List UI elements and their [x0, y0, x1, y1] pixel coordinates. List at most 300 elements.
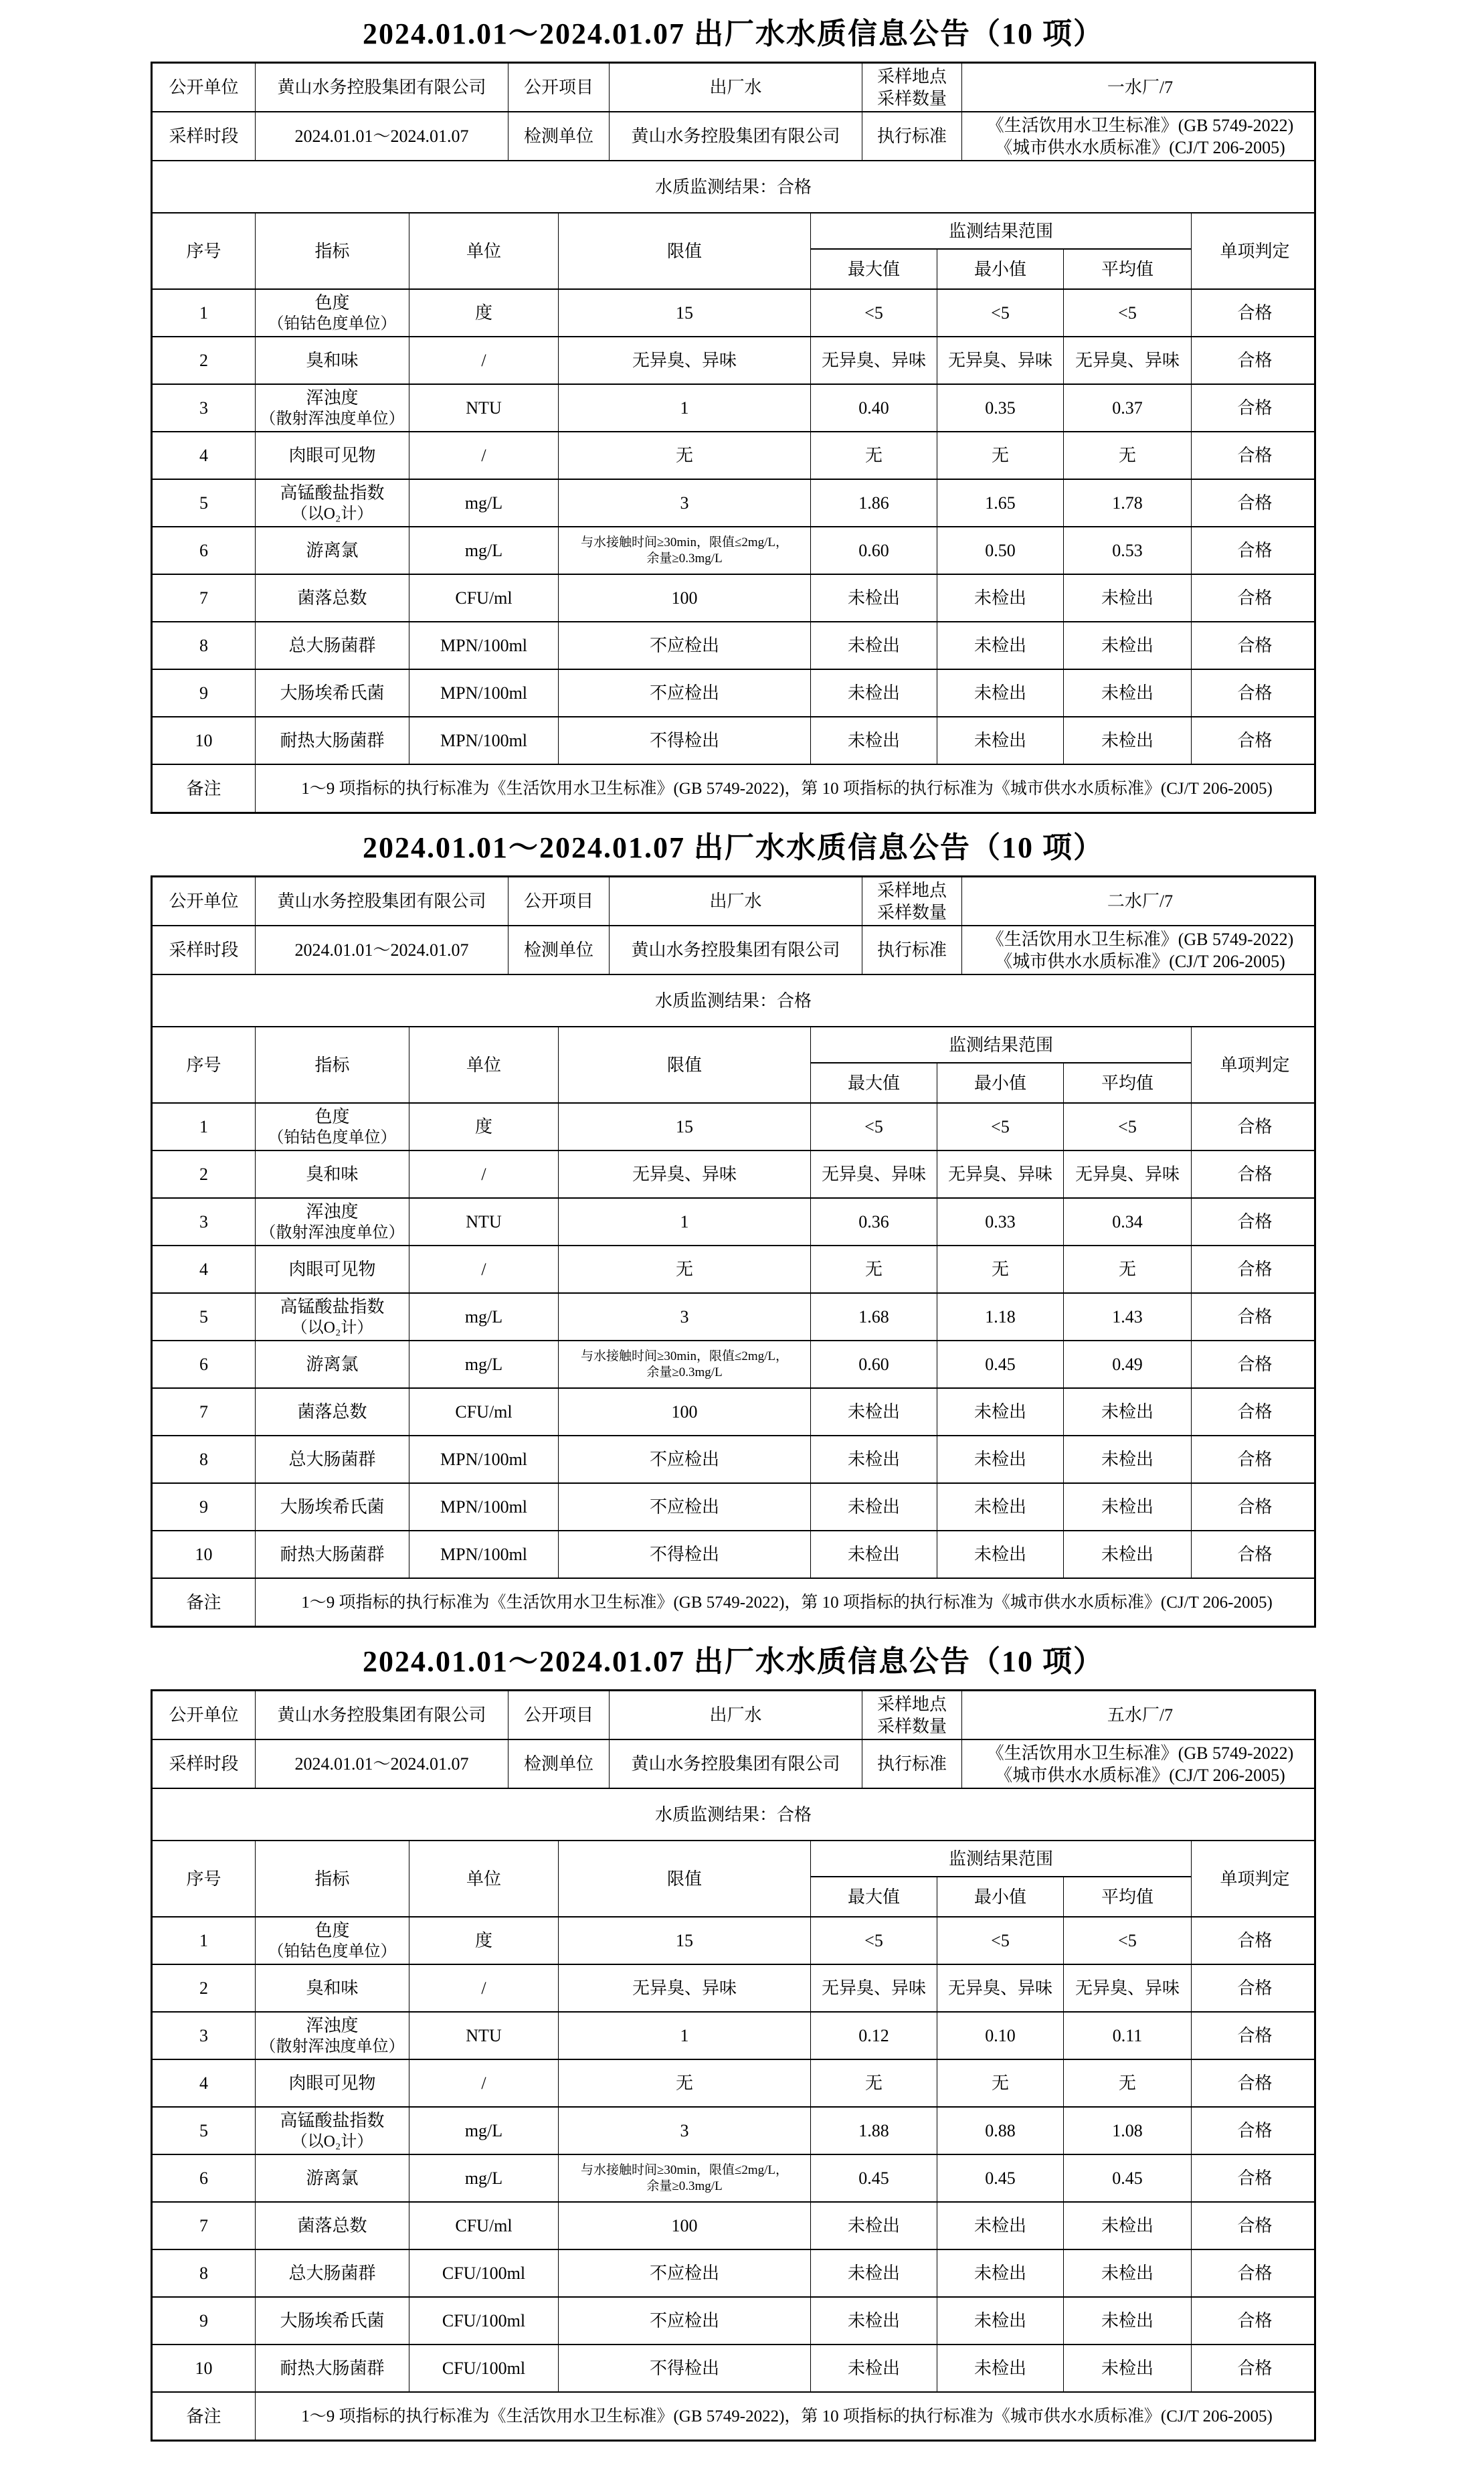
cell-max: 0.45	[810, 2155, 937, 2201]
cell-verdict: 合格	[1191, 1531, 1318, 1578]
cell-unit: mg/L	[409, 2155, 558, 2201]
cell-limit-line: 3	[680, 2121, 689, 2140]
cell-verdict: 合格	[1191, 385, 1318, 431]
cell-limit	[558, 622, 810, 669]
cell-verdict: 合格	[1191, 1918, 1318, 1964]
cell-verdict: 合格	[1191, 2013, 1318, 2059]
table-row	[153, 575, 1314, 622]
remark-text: 1～9 项指标的执行标准为《生活饮用水卫生标准》(GB 5749-2022)，第 10 项指标的执行标准为《城市供水水质标准》(CJ/T 206-2005)	[255, 1579, 1318, 1626]
table-row	[153, 1341, 1314, 1389]
standard-value	[961, 1740, 1318, 1788]
cell-min: <5	[937, 290, 1063, 336]
water-quality-table	[151, 875, 1316, 1628]
cell-min: 无异臭、异味	[937, 337, 1063, 384]
standard-value	[961, 926, 1318, 974]
cell-indicator	[255, 2203, 409, 2249]
cell-unit: /	[409, 432, 558, 479]
sampling-label-line: 采样地点	[876, 880, 947, 900]
cell-indicator	[255, 1246, 409, 1292]
col-header-max: 最大值	[810, 1876, 937, 1916]
public-item-value: 出厂水	[609, 877, 862, 925]
cell-indicator-line: （散射浑浊度单位）	[260, 1224, 405, 1242]
standard-label: 执行标准	[862, 1740, 961, 1788]
col-header-range-group: 监测结果范围	[810, 1841, 1191, 1876]
cell-indicator-line: 臭和味	[306, 1165, 359, 1184]
cell-avg: 0.49	[1063, 1341, 1191, 1387]
cell-limit-line: 与水接触时间≥30min，限值≤2mg/L，	[580, 535, 789, 549]
cell-unit: CFU/ml	[409, 2203, 558, 2249]
cell-max: 0.36	[810, 1199, 937, 1245]
cell-max: 未检出	[810, 2298, 937, 2344]
public-item-value: 出厂水	[609, 64, 862, 111]
sampling-label	[862, 1691, 961, 1739]
cell-min: 未检出	[937, 622, 1063, 669]
cell-unit: NTU	[409, 2013, 558, 2059]
cell-limit-line: 无异臭、异味	[632, 1165, 737, 1184]
cell-seq: 6	[199, 541, 208, 560]
cell-seq: 4	[199, 1260, 208, 1279]
cell-seq: 6	[199, 1355, 208, 1374]
water-quality-table	[151, 1689, 1316, 2442]
cell-min: 未检出	[937, 2250, 1063, 2296]
report-section	[151, 0, 1316, 814]
cell-indicator-line: 大肠埃希氏菌	[280, 2311, 385, 2330]
cell-verdict: 合格	[1191, 2203, 1318, 2249]
table-row	[153, 717, 1314, 765]
table-row	[153, 670, 1314, 717]
remark-text: 1～9 项指标的执行标准为《生活饮用水卫生标准》(GB 5749-2022)，第 10 项指标的执行标准为《城市供水水质标准》(CJ/T 206-2005)	[255, 765, 1318, 812]
cell-seq: 6	[199, 2168, 208, 2188]
cell-indicator-line: 总大肠菌群	[288, 636, 376, 655]
cell-unit: NTU	[409, 385, 558, 431]
table-row	[153, 290, 1314, 337]
cell-indicator	[255, 2013, 409, 2059]
public-item-label: 公开项目	[508, 1691, 609, 1739]
cell-max: 0.60	[810, 527, 937, 574]
cell-limit-line: 与水接触时间≥30min，限值≤2mg/L，	[580, 2162, 789, 2177]
cell-verdict: 合格	[1191, 1104, 1318, 1150]
cell-limit	[558, 2013, 810, 2059]
col-header-limit: 限值	[558, 1027, 810, 1102]
sampling-label-line: 采样地点	[876, 1694, 947, 1714]
cell-seq: 5	[199, 1307, 208, 1327]
cell-seq: 10	[195, 1545, 213, 1564]
table-row	[153, 432, 1314, 480]
table-row	[153, 622, 1314, 670]
cell-seq: 7	[199, 2216, 208, 2235]
cell-limit	[558, 432, 810, 479]
cell-max: 未检出	[810, 1389, 937, 1435]
cell-indicator-line: 浑浊度	[306, 388, 359, 408]
table-header-row	[153, 1027, 1314, 1104]
table-row	[153, 1104, 1314, 1151]
cell-max: 0.12	[810, 2013, 937, 2059]
cell-limit-line: 15	[676, 303, 693, 323]
cell-verdict: 合格	[1191, 622, 1318, 669]
cell-indicator	[255, 2345, 409, 2391]
cell-limit	[558, 527, 810, 574]
cell-avg: 未检出	[1063, 2345, 1191, 2391]
cell-limit	[558, 670, 810, 716]
col-header-indicator: 指标	[255, 214, 409, 288]
cell-unit: /	[409, 1965, 558, 2011]
cell-verdict: 合格	[1191, 2108, 1318, 2154]
cell-min: 0.50	[937, 527, 1063, 574]
cell-limit	[558, 1151, 810, 1197]
cell-min: 0.33	[937, 1199, 1063, 1245]
col-header-unit: 单位	[409, 214, 558, 288]
cell-indicator	[255, 1389, 409, 1435]
cell-avg: 0.37	[1063, 385, 1191, 431]
cell-indicator-line: 肉眼可见物	[288, 2073, 376, 2093]
cell-indicator-line: 菌落总数	[297, 588, 367, 608]
cell-unit: 度	[409, 1918, 558, 1964]
cell-avg: 0.45	[1063, 2155, 1191, 2201]
cell-unit: CFU/ml	[409, 1389, 558, 1435]
sampling-label-line: 采样地点	[876, 66, 947, 86]
cell-avg: 1.43	[1063, 1294, 1191, 1340]
cell-indicator-line: 耐热大肠菌群	[280, 2359, 385, 2378]
col-header-avg: 平均值	[1063, 248, 1191, 288]
standard-value-line: 《生活饮用水卫生标准》(GB 5749-2022)	[986, 115, 1294, 135]
cell-unit: mg/L	[409, 480, 558, 526]
cell-avg: 未检出	[1063, 1436, 1191, 1482]
col-header-max: 最大值	[810, 248, 937, 288]
cell-limit	[558, 717, 810, 764]
public-unit-value: 黄山水务控股集团有限公司	[255, 64, 508, 111]
table-row	[153, 1389, 1314, 1436]
public-item-label: 公开项目	[508, 64, 609, 111]
sampling-label-line: 采样数量	[876, 88, 947, 108]
cell-min: 1.18	[937, 1294, 1063, 1340]
table-row	[153, 2203, 1314, 2250]
cell-min: 1.65	[937, 480, 1063, 526]
report-title: 2024.01.01～2024.01.07 出厂水水质信息公告（10 项）	[363, 831, 1104, 864]
table-row	[153, 1199, 1314, 1246]
cell-min: <5	[937, 1918, 1063, 1964]
cell-indicator	[255, 1341, 409, 1387]
cell-avg: 未检出	[1063, 622, 1191, 669]
cell-verdict: 合格	[1191, 2155, 1318, 2201]
cell-max: 无异臭、异味	[810, 337, 937, 384]
cell-verdict: 合格	[1191, 575, 1318, 621]
cell-min: 0.88	[937, 2108, 1063, 2154]
cell-min: 0.45	[937, 1341, 1063, 1387]
cell-limit-line: 不应检出	[649, 2311, 719, 2330]
table-row	[153, 1965, 1314, 2013]
remark-row	[153, 2393, 1314, 2440]
cell-limit-line: 无异臭、异味	[632, 351, 737, 370]
cell-limit	[558, 2298, 810, 2344]
cell-verdict: 合格	[1191, 1389, 1318, 1435]
cell-min: 0.35	[937, 385, 1063, 431]
sampling-label-line: 采样数量	[876, 1716, 947, 1736]
table-row	[153, 1484, 1314, 1531]
period-value: 2024.01.01～2024.01.07	[255, 112, 508, 160]
cell-limit-line: 3	[680, 1307, 689, 1327]
cell-verdict: 合格	[1191, 1484, 1318, 1530]
cell-max: 1.68	[810, 1294, 937, 1340]
cell-indicator-line: 大肠埃希氏菌	[280, 1497, 385, 1517]
cell-unit: /	[409, 2060, 558, 2106]
cell-seq: 3	[199, 1212, 208, 1231]
cell-seq: 5	[199, 493, 208, 513]
col-header-seq: 序号	[186, 1055, 221, 1075]
cell-indicator-line: 游离氯	[306, 2168, 359, 2188]
cell-max: 1.86	[810, 480, 937, 526]
cell-max: 未检出	[810, 575, 937, 621]
cell-seq: 1	[199, 1117, 208, 1136]
cell-limit-line: 余量≥0.3mg/L	[646, 2179, 723, 2193]
col-header-indicator: 指标	[255, 1027, 409, 1102]
cell-limit	[558, 385, 810, 431]
cell-limit	[558, 337, 810, 384]
col-header-min: 最小值	[937, 248, 1063, 288]
cell-min: 未检出	[937, 717, 1063, 764]
cell-verdict: 合格	[1191, 2250, 1318, 2296]
public-unit-label: 公开单位	[169, 891, 239, 911]
cell-limit	[558, 2250, 810, 2296]
cell-limit-line: 不应检出	[649, 636, 719, 655]
result-text: 水质监测结果：合格	[654, 177, 812, 197]
cell-avg: 1.78	[1063, 480, 1191, 526]
cell-min: 未检出	[937, 2298, 1063, 2344]
sampling-label-line: 采样数量	[876, 902, 947, 922]
cell-avg: 0.34	[1063, 1199, 1191, 1245]
cell-indicator	[255, 2108, 409, 2154]
cell-indicator-line: 浑浊度	[306, 2016, 359, 2035]
cell-limit	[558, 1341, 810, 1387]
table-row	[153, 1294, 1314, 1341]
public-unit-value: 黄山水务控股集团有限公司	[255, 877, 508, 925]
cell-limit	[558, 2345, 810, 2391]
cell-limit-line: 余量≥0.3mg/L	[646, 551, 723, 566]
cell-indicator-line: （散射浑浊度单位）	[260, 410, 405, 428]
cell-limit	[558, 575, 810, 621]
cell-indicator	[255, 1151, 409, 1197]
cell-avg: 无异臭、异味	[1063, 1965, 1191, 2011]
cell-seq: 9	[199, 683, 208, 703]
cell-limit-line: 1	[680, 2026, 689, 2045]
cell-indicator	[255, 290, 409, 336]
sampling-value: 五水厂/7	[961, 1691, 1318, 1739]
standard-value-line: 《生活饮用水卫生标准》(GB 5749-2022)	[986, 929, 1294, 949]
period-label: 采样时段	[169, 126, 239, 146]
cell-min: 未检出	[937, 1389, 1063, 1435]
col-header-indicator: 指标	[255, 1841, 409, 1916]
table-row	[153, 1436, 1314, 1484]
cell-seq: 3	[199, 398, 208, 418]
cell-indicator-line: 臭和味	[306, 351, 359, 370]
cell-min: 无异臭、异味	[937, 1965, 1063, 2011]
cell-max: 未检出	[810, 717, 937, 764]
cell-limit-line: 无	[675, 1260, 693, 1279]
cell-seq: 4	[199, 446, 208, 465]
cell-min: 无异臭、异味	[937, 1151, 1063, 1197]
result-text: 水质监测结果：合格	[654, 991, 812, 1011]
cell-avg: 未检出	[1063, 717, 1191, 764]
cell-min: 0.10	[937, 2013, 1063, 2059]
cell-limit-line: 无	[675, 2073, 693, 2093]
cell-min: 未检出	[937, 670, 1063, 716]
cell-verdict: 合格	[1191, 1965, 1318, 2011]
cell-limit	[558, 1484, 810, 1530]
cell-limit	[558, 480, 810, 526]
cell-indicator	[255, 2298, 409, 2344]
cell-indicator-line: 总大肠菌群	[288, 1450, 376, 1469]
cell-indicator	[255, 1531, 409, 1578]
cell-seq: 3	[199, 2026, 208, 2045]
remark-label: 备注	[186, 1592, 221, 1612]
cell-limit-line: 100	[671, 588, 698, 608]
cell-indicator-line: （铂钴色度单位）	[268, 315, 397, 333]
cell-indicator-line: 菌落总数	[297, 1402, 367, 1422]
cell-indicator	[255, 1965, 409, 2011]
sampling-label	[862, 64, 961, 111]
test-unit-label: 检测单位	[508, 112, 609, 160]
cell-max: 无	[810, 2060, 937, 2106]
cell-avg: 未检出	[1063, 1531, 1191, 1578]
cell-verdict: 合格	[1191, 480, 1318, 526]
cell-verdict: 合格	[1191, 290, 1318, 336]
report-section	[151, 1628, 1316, 2442]
cell-indicator	[255, 1199, 409, 1245]
cell-seq: 5	[199, 2121, 208, 2140]
cell-avg: 无	[1063, 432, 1191, 479]
remark-label: 备注	[186, 2406, 221, 2426]
cell-indicator-line: （散射浑浊度单位）	[260, 2038, 405, 2055]
cell-max: <5	[810, 1104, 937, 1150]
cell-indicator-line: （铂钴色度单位）	[268, 1943, 397, 1960]
cell-seq: 8	[199, 2264, 208, 2283]
period-value: 2024.01.01～2024.01.07	[255, 1740, 508, 1788]
sampling-value: 二水厂/7	[961, 877, 1318, 925]
info-row	[153, 1691, 1314, 1740]
cell-indicator	[255, 717, 409, 764]
info-row	[153, 112, 1314, 161]
cell-limit-line: 1	[680, 398, 689, 418]
remark-label: 备注	[186, 778, 221, 798]
cell-limit-line: 15	[676, 1931, 693, 1950]
cell-avg: 无异臭、异味	[1063, 337, 1191, 384]
sampling-label	[862, 877, 961, 925]
cell-max: 未检出	[810, 1436, 937, 1482]
cell-limit	[558, 2108, 810, 2154]
cell-unit: 度	[409, 1104, 558, 1150]
table-row	[153, 2013, 1314, 2060]
cell-avg: 未检出	[1063, 670, 1191, 716]
table-row	[153, 527, 1314, 575]
cell-avg: 0.53	[1063, 527, 1191, 574]
cell-max: <5	[810, 290, 937, 336]
cell-avg: 未检出	[1063, 1484, 1191, 1530]
cell-verdict: 合格	[1191, 2298, 1318, 2344]
cell-min: 无	[937, 432, 1063, 479]
cell-limit	[558, 2060, 810, 2106]
cell-seq: 9	[199, 1497, 208, 1517]
cell-seq: 1	[199, 303, 208, 323]
cell-verdict: 合格	[1191, 1341, 1318, 1387]
cell-seq: 8	[199, 1450, 208, 1469]
standard-value	[961, 112, 1318, 160]
cell-limit-line: 100	[671, 2216, 698, 2235]
cell-indicator-line: 色度	[314, 1921, 350, 1940]
cell-verdict: 合格	[1191, 2060, 1318, 2106]
test-unit-label: 检测单位	[508, 926, 609, 974]
cell-indicator-line: 耐热大肠菌群	[280, 1545, 385, 1564]
cell-limit-line: 100	[671, 1402, 698, 1422]
cell-indicator-line: 菌落总数	[297, 2216, 367, 2235]
cell-min: 未检出	[937, 1531, 1063, 1578]
cell-min: 未检出	[937, 1436, 1063, 1482]
remark-row	[153, 765, 1314, 812]
cell-indicator-line: （以O₂计）	[291, 505, 373, 523]
table-row	[153, 2060, 1314, 2108]
cell-indicator	[255, 480, 409, 526]
cell-limit-line: 无	[675, 446, 693, 465]
col-header-min: 最小值	[937, 1876, 1063, 1916]
cell-indicator	[255, 337, 409, 384]
cell-min: 无	[937, 2060, 1063, 2106]
cell-seq: 8	[199, 636, 208, 655]
col-header-unit: 单位	[409, 1027, 558, 1102]
cell-max: 无异臭、异味	[810, 1151, 937, 1197]
cell-limit-line: 与水接触时间≥30min，限值≤2mg/L，	[580, 1349, 789, 1363]
public-unit-label: 公开单位	[169, 78, 239, 97]
cell-max: 1.88	[810, 2108, 937, 2154]
cell-min: 0.45	[937, 2155, 1063, 2201]
cell-limit	[558, 1294, 810, 1340]
cell-indicator-line: 高锰酸盐指数	[280, 483, 385, 503]
cell-verdict: 合格	[1191, 717, 1318, 764]
cell-indicator-line: 臭和味	[306, 1978, 359, 1998]
col-header-verdict: 单项判定	[1191, 1027, 1318, 1102]
cell-verdict: 合格	[1191, 1246, 1318, 1292]
standard-label: 执行标准	[862, 112, 961, 160]
cell-indicator	[255, 385, 409, 431]
result-row	[153, 1789, 1314, 1841]
info-row	[153, 64, 1314, 112]
cell-indicator-line: 大肠埃希氏菌	[280, 683, 385, 703]
standard-value-line: 《城市供水水质标准》(CJ/T 206-2005)	[995, 1765, 1285, 1785]
cell-max: 未检出	[810, 2345, 937, 2391]
water-quality-table	[151, 62, 1316, 814]
cell-seq: 9	[199, 2311, 208, 2330]
col-header-min: 最小值	[937, 1062, 1063, 1102]
cell-unit: CFU/100ml	[409, 2250, 558, 2296]
col-header-avg: 平均值	[1063, 1876, 1191, 1916]
cell-verdict: 合格	[1191, 432, 1318, 479]
cell-unit: /	[409, 337, 558, 384]
cell-indicator	[255, 1104, 409, 1150]
col-header-max: 最大值	[810, 1062, 937, 1102]
cell-verdict: 合格	[1191, 2345, 1318, 2391]
info-row	[153, 877, 1314, 926]
cell-indicator-line: 高锰酸盐指数	[280, 1297, 385, 1316]
col-header-avg: 平均值	[1063, 1062, 1191, 1102]
period-value: 2024.01.01～2024.01.07	[255, 926, 508, 974]
cell-seq: 2	[199, 351, 208, 370]
table-row	[153, 1151, 1314, 1199]
col-header-verdict: 单项判定	[1191, 214, 1318, 288]
cell-avg: <5	[1063, 1104, 1191, 1150]
cell-indicator-line: 总大肠菌群	[288, 2264, 376, 2283]
cell-indicator-line: （铂钴色度单位）	[268, 1129, 397, 1146]
col-header-seq: 序号	[186, 1869, 221, 1889]
cell-seq: 4	[199, 2073, 208, 2093]
cell-min: 未检出	[937, 575, 1063, 621]
cell-indicator-line: 肉眼可见物	[288, 446, 376, 465]
